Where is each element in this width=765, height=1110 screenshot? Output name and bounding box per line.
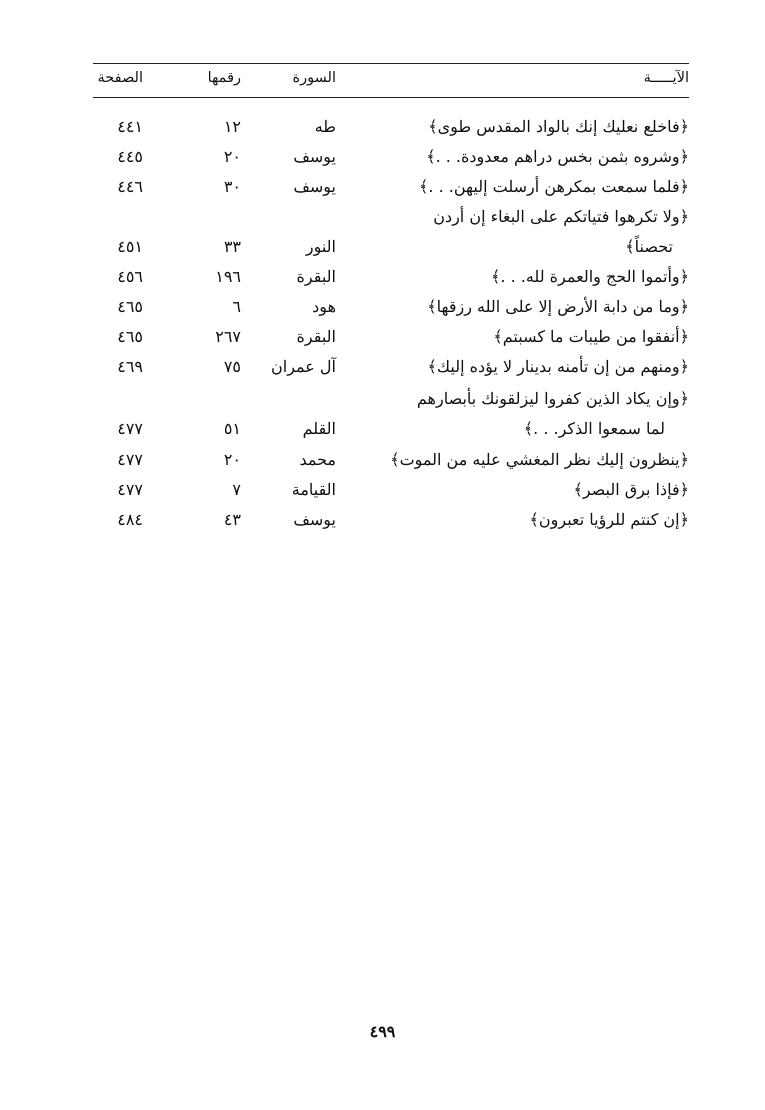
row-page: ٤٥١	[117, 237, 143, 256]
row-ayah: ﴿وأتموا الحج والعمرة لله. . .﴾	[491, 267, 689, 286]
row-sura: طه	[314, 117, 336, 136]
row-ayah-continuation: لما سمعوا الذكر. . .﴾	[523, 419, 665, 438]
row-ayah: ﴿وشروه بثمن بخس دراهم معدودة. . .﴾	[426, 147, 689, 166]
row-ayah: ﴿فإذا برق البصر﴾	[573, 480, 689, 499]
row-ayah: ﴿ومنهم من إن تأمنه بدينار لا يؤده إليك﴾	[427, 357, 689, 376]
row-sura: محمد	[299, 450, 336, 469]
row-sura: القيامة	[291, 480, 336, 499]
row-sura: آل عمران	[271, 357, 336, 376]
row-ayah: ﴿فلما سمعت بمكرهن أرسلت إليهن. . .﴾	[419, 177, 689, 196]
row-number: ٤٣	[223, 510, 241, 529]
row-number: ٧	[232, 480, 241, 499]
row-number: ١٢	[223, 117, 241, 136]
row-page: ٤٦٩	[117, 357, 143, 376]
header-ayah: الآيـــــة	[643, 70, 689, 86]
row-sura: البقرة	[296, 267, 336, 286]
row-page: ٤٧٧	[117, 480, 143, 499]
row-ayah: ﴿وما من دابة الأرض إلا على الله رزقها﴾	[427, 297, 689, 316]
row-number: ١٩٦	[215, 267, 241, 286]
header-number: رقمها	[207, 70, 241, 86]
row-number: ٥١	[223, 419, 241, 438]
row-page: ٤٥٦	[117, 267, 143, 286]
row-ayah: ﴿إن كنتم للرؤيا تعبرون﴾	[529, 510, 689, 529]
row-page: ٤٦٥	[117, 297, 143, 316]
row-page: ٤٧٧	[117, 450, 143, 469]
row-page: ٤٦٥	[117, 327, 143, 346]
row-number: ٣٣	[223, 237, 241, 256]
row-sura: يوسف	[293, 177, 336, 196]
row-page: ٤٨٤	[117, 510, 143, 529]
row-number: ٦	[232, 297, 241, 316]
page-number: ٤٩٩	[369, 1022, 396, 1041]
row-ayah: ﴿ولا تكرهوا فتياتكم على البغاء إن أردن	[433, 207, 689, 226]
row-number: ٧٥	[223, 357, 241, 376]
row-page: ٤٤٦	[117, 177, 143, 196]
row-number: ٣٠	[223, 177, 241, 196]
row-number: ٢٠	[223, 450, 241, 469]
row-ayah-continuation: تحصناً﴾	[625, 237, 673, 256]
header-page: الصفحة	[97, 70, 143, 86]
row-number: ٢٦٧	[215, 327, 241, 346]
row-sura: يوسف	[293, 147, 336, 166]
row-number: ٢٠	[223, 147, 241, 166]
row-page: ٤٤٥	[117, 147, 143, 166]
row-sura: البقرة	[296, 327, 336, 346]
row-sura: القلم	[302, 419, 336, 438]
row-ayah: ﴿ينظرون إليك نظر المغشي عليه من الموت﴾	[390, 450, 689, 469]
row-page: ٤٤١	[117, 117, 143, 136]
row-ayah: ﴿فاخلع نعليك إنك بالواد المقدس طوى﴾	[428, 117, 689, 136]
row-sura: هود	[312, 297, 336, 316]
row-ayah: ﴿وإن يكاد الذين كفروا ليزلقونك بأبصارهم	[416, 389, 689, 408]
row-sura: النور	[305, 237, 336, 256]
row-ayah: ﴿أنفقوا من طيبات ما كسبتم﴾	[493, 327, 689, 346]
row-page: ٤٧٧	[117, 419, 143, 438]
row-sura: يوسف	[293, 510, 336, 529]
header-sura: السورة	[292, 70, 336, 86]
